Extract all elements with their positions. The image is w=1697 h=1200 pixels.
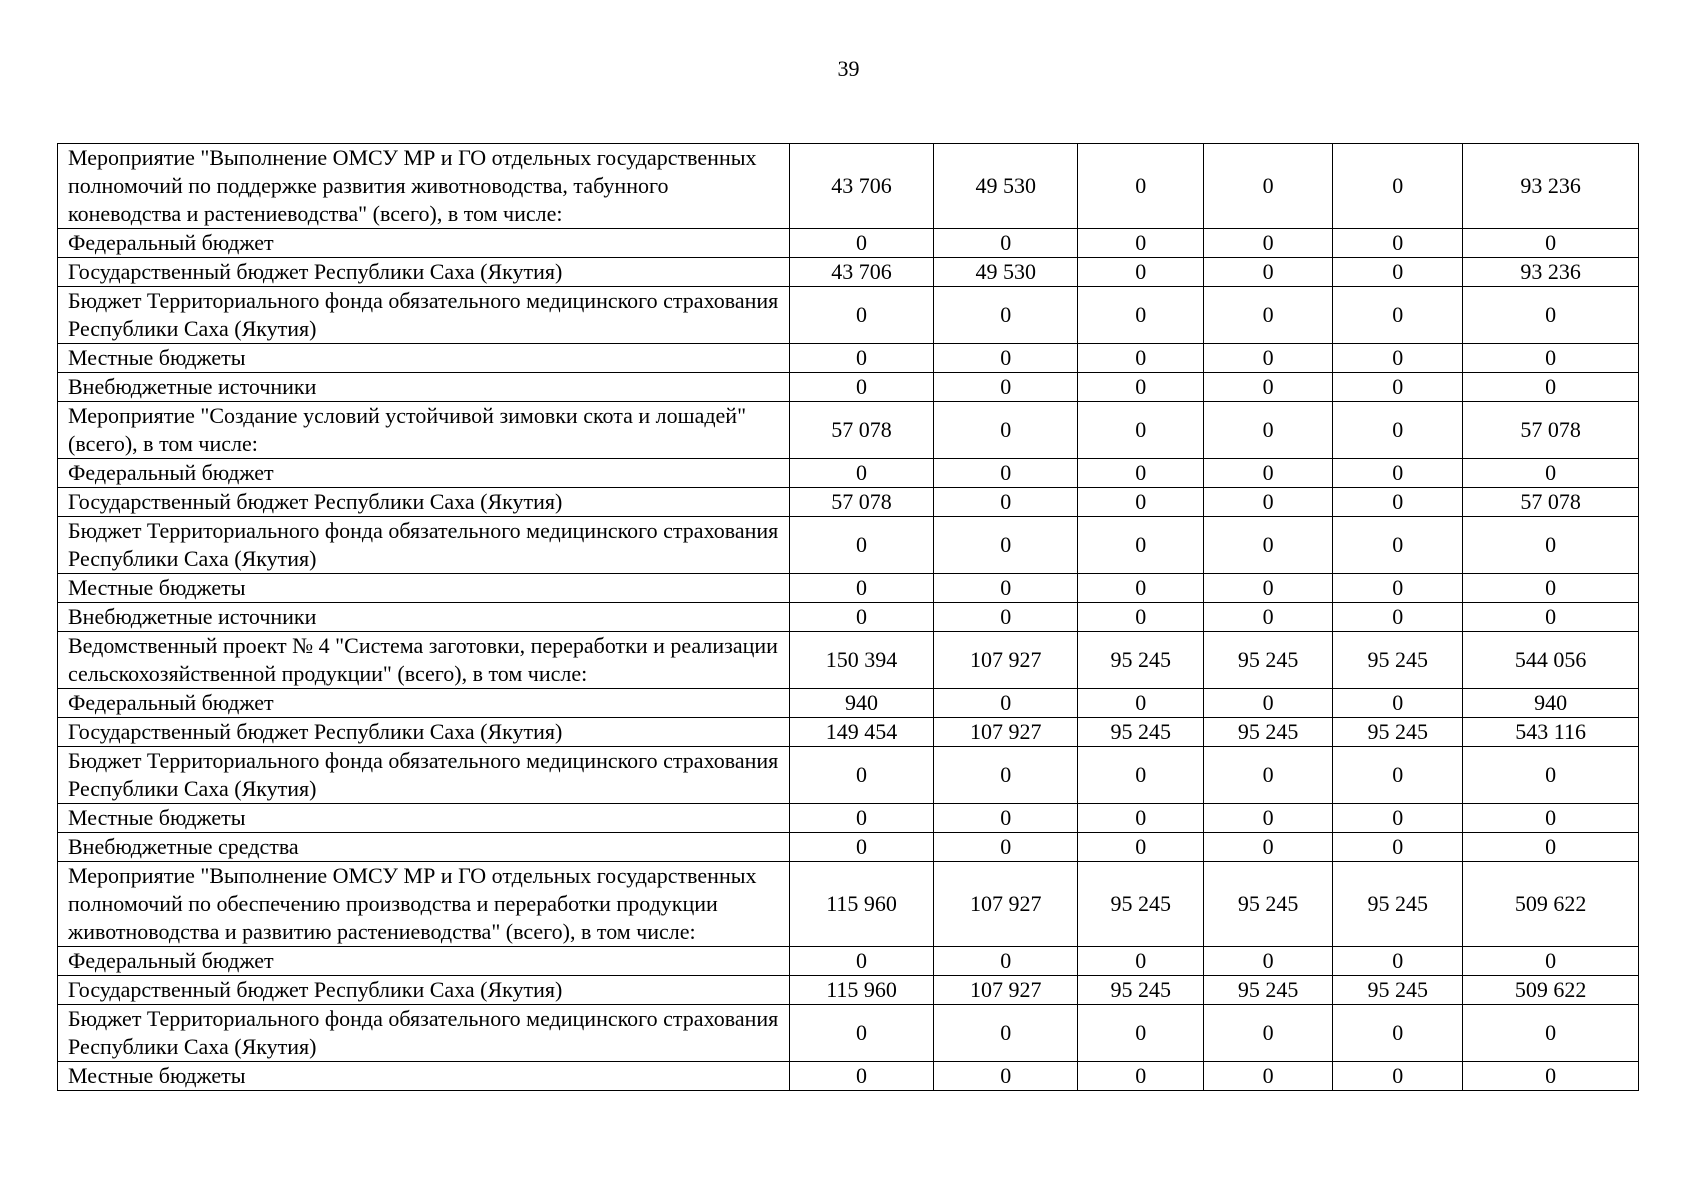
row-label: Государственный бюджет Республики Саха (Якутия) [58,718,790,747]
row-value-cell: 0 [934,402,1078,459]
row-value-cell: 0 [1078,144,1204,229]
row-value-cell: 95 245 [1078,976,1204,1005]
row-value-cell: 43 706 [789,144,933,229]
row-value-cell: 0 [1333,373,1463,402]
row-label: Бюджет Территориального фонда обязательного медицинского страхования Республики Саха (Якутия) [58,747,790,804]
row-value-cell: 95 245 [1078,862,1204,947]
table-row [58,517,1639,574]
row-label: Внебюджетные источники [58,603,790,632]
row-label: Бюджет Территориального фонда обязательного медицинского страхования Республики Саха (Якутия) [58,517,790,574]
row-value-cell: 0 [789,947,933,976]
row-value-cell: 49 530 [934,144,1078,229]
row-label: Федеральный бюджет [58,689,790,718]
row-value-cell: 49 530 [934,258,1078,287]
row-value-cell: 0 [789,373,933,402]
row-value-cell: 0 [934,344,1078,373]
row-value-cell: 0 [1078,373,1204,402]
row-value-cell: 0 [1204,229,1333,258]
row-value-cell: 0 [789,459,933,488]
row-value-cell: 0 [934,603,1078,632]
table-row [58,1005,1639,1062]
row-value-cell: 107 927 [934,718,1078,747]
row-total-cell: 509 622 [1463,862,1639,947]
row-label: Мероприятие "Выполнение ОМСУ МР и ГО отдельных государственных полномочий по поддержке развития животноводства, табунного коневодства и растениеводства" (всего), в том числе: [58,144,790,229]
row-value-cell: 0 [789,517,933,574]
table-row [58,747,1639,804]
page-number: 39 [837,56,860,81]
row-value-cell: 0 [1078,517,1204,574]
row-value-cell: 0 [934,517,1078,574]
row-value-cell: 0 [934,574,1078,603]
row-value-cell: 95 245 [1333,718,1463,747]
row-label: Местные бюджеты [58,344,790,373]
row-value-cell: 0 [789,747,933,804]
row-label: Федеральный бюджет [58,459,790,488]
table-row [58,976,1639,1005]
row-value-cell: 0 [1078,344,1204,373]
row-value-cell: 0 [1204,373,1333,402]
row-value-cell: 0 [1204,287,1333,344]
row-value-cell: 0 [934,287,1078,344]
row-value-cell: 0 [1333,1005,1463,1062]
row-total-cell: 57 078 [1463,488,1639,517]
row-value-cell: 0 [1333,258,1463,287]
row-value-cell: 0 [1204,459,1333,488]
row-value-cell: 0 [1333,574,1463,603]
row-value-cell: 0 [1078,1005,1204,1062]
row-value-cell: 0 [1078,459,1204,488]
row-value-cell: 0 [789,833,933,862]
row-value-cell: 0 [1078,833,1204,862]
row-label: Мероприятие "Создание условий устойчивой зимовки скота и лошадей" (всего), в том числе: [58,402,790,459]
row-value-cell: 0 [1204,1062,1333,1091]
table-body [58,144,1639,1091]
row-value-cell: 0 [789,804,933,833]
row-value-cell: 95 245 [1204,862,1333,947]
row-value-cell: 0 [1333,747,1463,804]
row-value-cell: 0 [1333,344,1463,373]
row-total-cell: 0 [1463,574,1639,603]
row-value-cell: 0 [789,287,933,344]
row-total-cell: 509 622 [1463,976,1639,1005]
row-label: Мероприятие "Выполнение ОМСУ МР и ГО отдельных государственных полномочий по обеспечению производства и переработки продукции животноводства и развитию растениеводства" (всего), в том числе: [58,862,790,947]
row-value-cell: 0 [1204,258,1333,287]
table-row [58,1062,1639,1091]
row-total-cell: 544 056 [1463,632,1639,689]
row-value-cell: 0 [1333,804,1463,833]
budget-table [57,143,1639,1091]
row-label: Внебюджетные средства [58,833,790,862]
row-label: Местные бюджеты [58,804,790,833]
row-value-cell: 0 [934,833,1078,862]
row-value-cell: 0 [1078,1062,1204,1091]
row-value-cell: 95 245 [1078,632,1204,689]
row-value-cell: 0 [1333,144,1463,229]
row-value-cell: 0 [1204,144,1333,229]
row-value-cell: 0 [1333,287,1463,344]
row-total-cell: 0 [1463,833,1639,862]
table-row [58,574,1639,603]
row-value-cell: 0 [1204,947,1333,976]
row-value-cell: 95 245 [1204,976,1333,1005]
table-row [58,373,1639,402]
row-value-cell: 95 245 [1333,862,1463,947]
row-value-cell: 0 [934,488,1078,517]
row-value-cell: 0 [1204,747,1333,804]
row-value-cell: 43 706 [789,258,933,287]
table-row [58,804,1639,833]
row-total-cell: 0 [1463,287,1639,344]
row-value-cell: 0 [1078,804,1204,833]
row-value-cell: 95 245 [1204,632,1333,689]
row-value-cell: 0 [1204,488,1333,517]
row-total-cell: 0 [1463,747,1639,804]
row-total-cell: 0 [1463,603,1639,632]
row-value-cell: 0 [1078,287,1204,344]
table-row [58,258,1639,287]
row-label: Бюджет Территориального фонда обязательного медицинского страхования Республики Саха (Якутия) [58,1005,790,1062]
row-value-cell: 0 [1333,947,1463,976]
row-value-cell: 107 927 [934,632,1078,689]
row-value-cell: 0 [1333,833,1463,862]
row-label: Федеральный бюджет [58,229,790,258]
row-value-cell: 0 [1204,1005,1333,1062]
row-value-cell: 0 [1204,804,1333,833]
table-row [58,947,1639,976]
table-row [58,488,1639,517]
row-value-cell: 0 [789,229,933,258]
row-value-cell: 0 [1078,603,1204,632]
row-value-cell: 0 [934,1005,1078,1062]
row-value-cell: 0 [1078,488,1204,517]
row-total-cell: 940 [1463,689,1639,718]
row-value-cell: 0 [934,804,1078,833]
row-value-cell: 0 [1204,402,1333,459]
row-value-cell: 0 [934,373,1078,402]
row-value-cell: 0 [934,229,1078,258]
row-value-cell: 57 078 [789,488,933,517]
row-label: Государственный бюджет Республики Саха (Якутия) [58,258,790,287]
row-label: Государственный бюджет Республики Саха (Якутия) [58,488,790,517]
table-row [58,229,1639,258]
row-value-cell: 95 245 [1204,718,1333,747]
row-value-cell: 0 [789,574,933,603]
row-value-cell: 0 [1333,229,1463,258]
table-row [58,459,1639,488]
row-value-cell: 0 [934,1062,1078,1091]
row-value-cell: 0 [934,459,1078,488]
row-total-cell: 93 236 [1463,258,1639,287]
table-row [58,402,1639,459]
table-row [58,287,1639,344]
row-value-cell: 95 245 [1078,718,1204,747]
table-row [58,833,1639,862]
row-total-cell: 57 078 [1463,402,1639,459]
row-value-cell: 0 [934,947,1078,976]
row-value-cell: 0 [1078,747,1204,804]
row-total-cell: 0 [1463,459,1639,488]
row-total-cell: 0 [1463,373,1639,402]
row-value-cell: 0 [1333,488,1463,517]
row-value-cell: 0 [1204,344,1333,373]
row-label: Государственный бюджет Республики Саха (Якутия) [58,976,790,1005]
row-total-cell: 0 [1463,229,1639,258]
row-total-cell: 0 [1463,1062,1639,1091]
row-value-cell: 107 927 [934,862,1078,947]
row-value-cell: 0 [1078,574,1204,603]
row-value-cell: 0 [934,689,1078,718]
row-label: Внебюджетные источники [58,373,790,402]
row-total-cell: 543 116 [1463,718,1639,747]
row-total-cell: 93 236 [1463,144,1639,229]
row-value-cell: 0 [789,1062,933,1091]
row-value-cell: 0 [1333,1062,1463,1091]
row-value-cell: 115 960 [789,862,933,947]
row-value-cell: 0 [1204,517,1333,574]
table-row [58,862,1639,947]
table-row [58,144,1639,229]
row-value-cell: 0 [1333,402,1463,459]
row-label: Ведомственный проект № 4 "Система заготовки, переработки и реализации сельскохозяйственной продукции" (всего), в том числе: [58,632,790,689]
row-value-cell: 0 [1204,833,1333,862]
row-value-cell: 940 [789,689,933,718]
row-label: Федеральный бюджет [58,947,790,976]
row-value-cell: 0 [934,747,1078,804]
row-label: Бюджет Территориального фонда обязательного медицинского страхования Республики Саха (Якутия) [58,287,790,344]
row-value-cell: 0 [1078,689,1204,718]
table-row [58,632,1639,689]
row-total-cell: 0 [1463,804,1639,833]
table-row [58,344,1639,373]
row-value-cell: 0 [1204,574,1333,603]
row-value-cell: 95 245 [1333,976,1463,1005]
row-total-cell: 0 [1463,947,1639,976]
row-value-cell: 0 [1078,947,1204,976]
row-value-cell: 0 [1333,689,1463,718]
row-value-cell: 0 [789,1005,933,1062]
table-row [58,603,1639,632]
row-value-cell: 57 078 [789,402,933,459]
row-value-cell: 150 394 [789,632,933,689]
table-row [58,718,1639,747]
row-label: Местные бюджеты [58,574,790,603]
row-value-cell: 0 [1078,402,1204,459]
row-value-cell: 0 [1078,258,1204,287]
row-value-cell: 149 454 [789,718,933,747]
row-value-cell: 0 [789,344,933,373]
row-value-cell: 0 [1333,459,1463,488]
row-value-cell: 0 [1204,603,1333,632]
row-value-cell: 0 [789,603,933,632]
row-value-cell: 107 927 [934,976,1078,1005]
row-value-cell: 0 [1204,689,1333,718]
row-value-cell: 95 245 [1333,632,1463,689]
row-total-cell: 0 [1463,517,1639,574]
row-value-cell: 115 960 [789,976,933,1005]
row-total-cell: 0 [1463,1005,1639,1062]
row-label: Местные бюджеты [58,1062,790,1091]
table-row [58,689,1639,718]
row-value-cell: 0 [1078,229,1204,258]
row-value-cell: 0 [1333,517,1463,574]
row-total-cell: 0 [1463,344,1639,373]
row-value-cell: 0 [1333,603,1463,632]
